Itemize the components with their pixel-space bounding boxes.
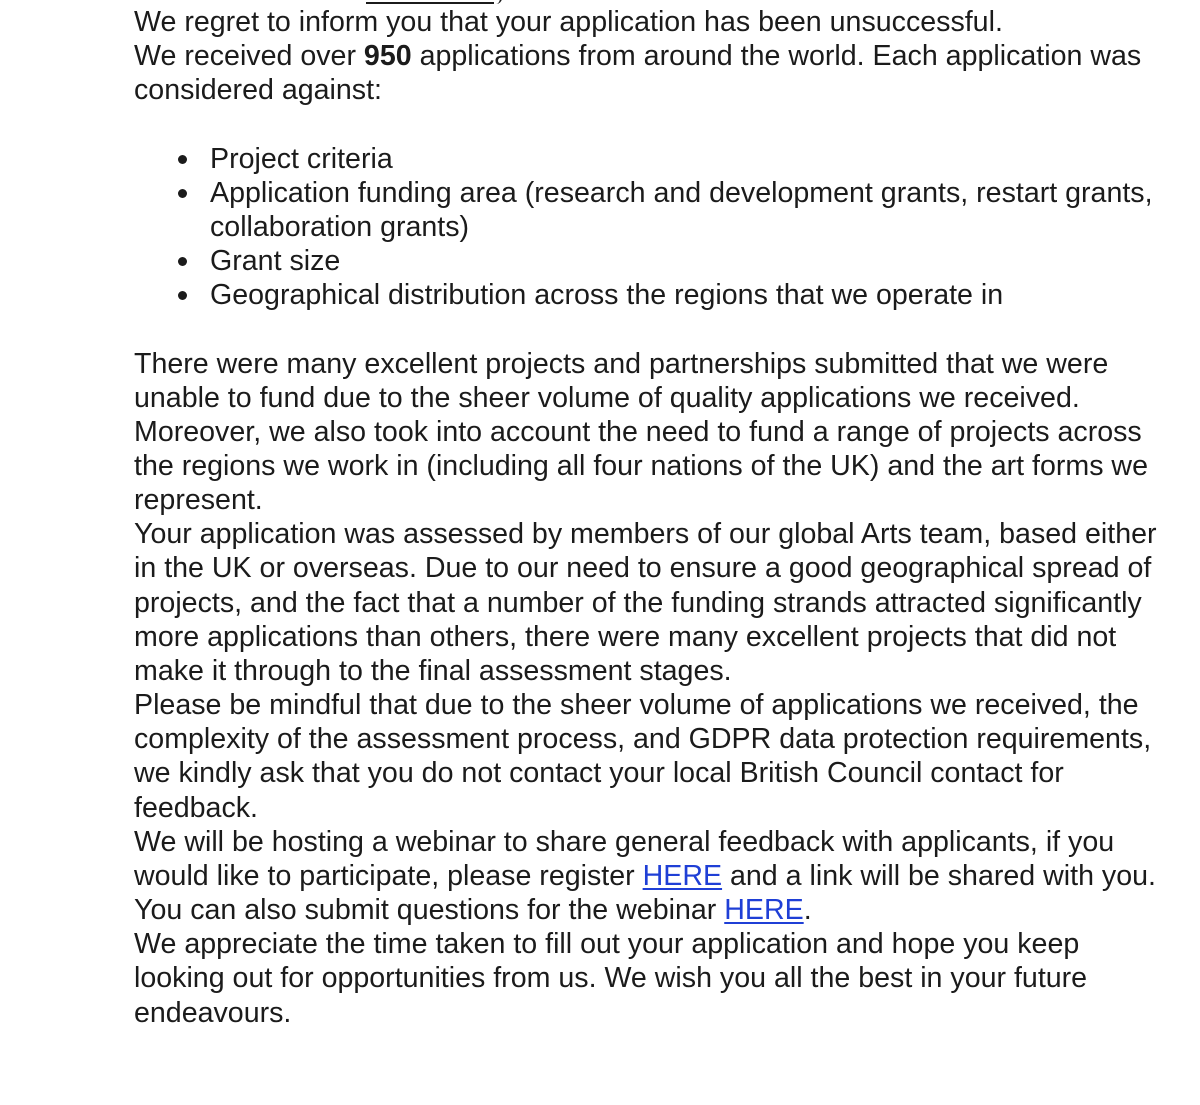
spacer (134, 312, 1174, 346)
paragraph-closing: We appreciate the time taken to fill out your application and hope you keep looking out for opportunities from us. We wish you all the best in your future endeavours. (134, 928, 1088, 1029)
questions-link[interactable]: HERE (724, 894, 804, 927)
bullet-icon (178, 189, 187, 198)
webinar-text-2: and a link will be shared with you. You can also submit questions for the webinar (134, 859, 1156, 927)
criteria-label: Geographical distribution across the regions that we operate in (210, 279, 1004, 312)
register-link[interactable]: HERE (642, 859, 723, 892)
list-item (210, 278, 1174, 312)
cropped-comma (496, 0, 502, 4)
webinar-text-1: We will be hosting a webinar to share general feedback with applicants, if you would like to participate, please register (134, 825, 1115, 892)
bullet-icon (178, 257, 187, 266)
list-item (210, 142, 1174, 176)
intro-line-2-before: We received over (134, 40, 364, 73)
criteria-label: Project criteria (210, 142, 393, 175)
webinar-text-3: . (803, 894, 812, 927)
spacer (134, 107, 1174, 141)
cropped-link-underline (366, 2, 494, 4)
paragraph-webinar (134, 825, 1174, 927)
cropped-recipient-link (366, 0, 506, 6)
intro-line-2-after: applications from around the world. Each application was considered against: (134, 40, 1142, 107)
intro-paragraph (134, 0, 1174, 107)
list-item (210, 176, 1174, 244)
intro-line-1: We regret to inform you that your application has been unsuccessful. (134, 6, 1003, 38)
paragraph-feedback-notice: Please be mindful that due to the sheer volume of applications we received, the complexity of the assessment process, and GDPR data protection requirements, we kindly ask that you do not contact your local British Council contact for feedback. (134, 689, 1152, 824)
bullet-icon (178, 155, 187, 164)
paragraph-assessment: Your application was assessed by members of our global Arts team, based either in the UK or overseas. Due to our need to ensure a good geographical spread of projects, and the fact that a number of the funding strands attracted significantly more applications than others, there were many excellent projects that did not make it through to the final assessment stages. (134, 518, 1157, 687)
criteria-label: Application funding area (research and development grants, restart grants, collaboration grants) (210, 176, 1153, 243)
criteria-label: Grant size (210, 245, 341, 278)
criteria-list (134, 142, 1174, 313)
list-item (210, 244, 1174, 278)
paragraph-projects: There were many excellent projects and partnerships submitted that we were unable to fund due to the sheer volume of quality applications we received. Moreover, we also took into account the need to fund a range of projects across the regions we work in (including all four nations of the UK) and the art forms we represent. (134, 347, 1148, 517)
bullet-icon (178, 291, 187, 300)
application-count: 950 (363, 40, 412, 73)
email-body (134, 0, 1174, 1030)
